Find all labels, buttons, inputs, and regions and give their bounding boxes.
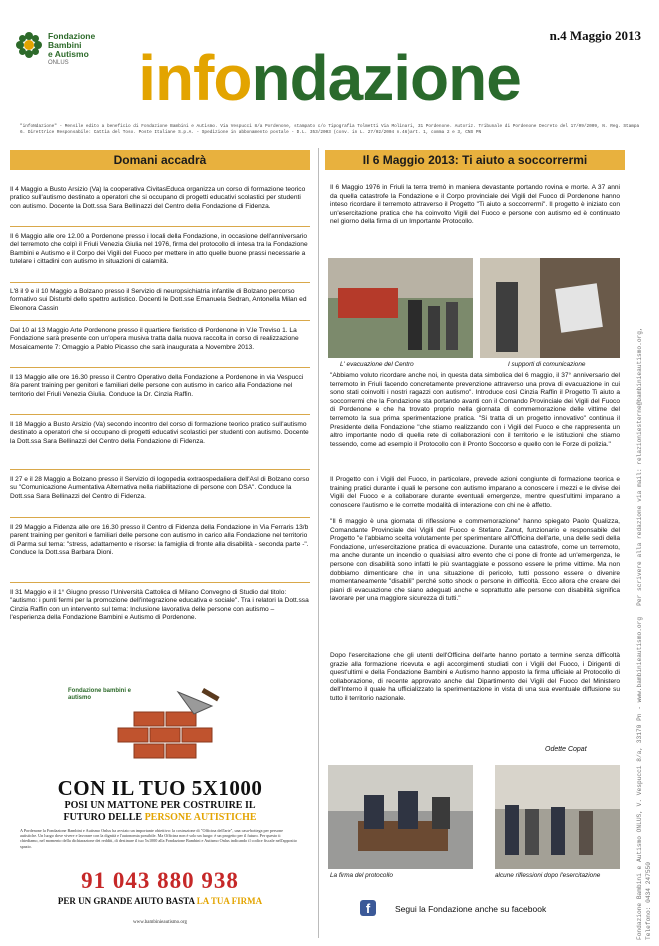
donation-advert [10,680,310,938]
advert-sub-c: PERSONE AUTISTICHE [144,812,257,823]
event-item: Il 31 Maggio e il 1° Giugno presso l'Università Cattolica di Milano Convegno di Studio dal titolo: "autismo: i punti fermi per la promozione dell'integrazione educativa e sociale". Tra i relatori la Dott.ssa Cinzia Raffin con un intervento sul tema: Inclusione lavorativa delle persone con autismo – l'esperienza della Fondazione Bambini e Autismo di Pordenone. [10,589,309,622]
caption-communication: I supporti di comunicazione [508,361,586,368]
event-item: Il 29 Maggio a Fidenza alle ore 16.30 presso il Centro di Fidenza della Fondazione in Via Ferraris 13/b parent training per genitori e familiari delle persone con autismo in carico alla Fondazione nel territorio di Parma sul tema: "stress, adattamento e risorse: la famiglia di fronte alla disabilità - seconda parte -". Conduce la Dott.ssa Barbara Dioni. [10,524,309,557]
logo-line: Fondazione [48,31,96,41]
left-column-heading: Domani accadrà [10,150,310,170]
event-separator [10,320,310,321]
logo-onlus: ONLUS [48,60,69,66]
advert-logo: Fondazione bambini e autismo [68,688,132,701]
event-separator [10,226,310,227]
side-contact-strip [636,150,656,940]
event-item: Il 13 Maggio alle ore 16.30 presso il Centro Operativo della Fondazione a Pordenone in via Vespucci 8/a parent training per genitori e familiari delle persone con autismo in carico alla Fondazione nel territorio del Friuli Venezia Giulia. Conduce la Dr. Cinzia Raffin. [10,374,304,398]
caption-evacuation: L' evacuazione del Centro [340,361,414,368]
caption-reflections: alcune riflessioni dopo l'esercitazione [495,872,601,879]
facebook-icon[interactable]: f [360,900,376,916]
event-item: Il 4 Maggio a Busto Arsizio (Va) la cooperativa CivitasEduca organizza un corso di formazione teorico pratico sull'autismo destinato a operatori che si occupano di progetti educativi scolastici per studenti con autismo. Docente la Dott.ssa Sara Bellinazzi del Centro della Fondazione di Fidenza. [10,186,306,210]
side-contact-line [636,150,643,940]
event-separator [10,469,310,470]
advert-sub-b: FUTURO DELLE [63,812,145,823]
advert-url: www.bambinieautismo.org [132,920,188,925]
side-phone-line: Telefono: 0434 247550 [645,862,652,940]
advert-sub-a: POSI UN MATTONE PER COSTRUIRE IL [64,800,256,811]
masthead-title [0,42,659,114]
event-item: Il 27 e il 28 Maggio a Bolzano presso il Servizio di logopedia extraospedaliera dell'Asl di Bolzano corso su "Comunicazione Aumentativa Alternativa nella riabilitazione di persone con DSA". Conduce la Dott.ssa Sara Bellinazzi del Centro di Fidenza. [10,476,310,500]
article-paragraph: Dopo l'esercitazione che gli utenti dell'Officina dell'arte hanno portato a termine senza difficoltà grazie alla formazione ricevuta e agli accorgimenti studiati con i Vigili del Fuoco, i Dirigenti di quest'ultimi e della Fondazione Bambini e Autismo hanno apposto la firma ufficiale al Protocollo di collaborazione, di recente approvato anche dal Dipartimento dei Vigili del Fuoco del Ministero dell'Interno il quale ha ufficializzato la sperimentazione in vista di una sua eventuale diffusione su tutto il territorio nazionale. [330,652,620,702]
article-signature: Odette Copat [545,746,587,753]
advert-body: A Pordenone la Fondazione Bambini e Autismo Onlus ha avviato un importante obiettivo: la costruzione di "Officina dell'arte", una casa-bottega per persone autistiche. Un luogo dove vivere e lavorare con la dignità e l'autonomia possibile. Ma Officina non è solo un luogo: è un progetto per il futuro. Per questo ti chiediamo, nel momento della dichiarazione dei redditi, di destinare il tuo 5x1000 alla Fondazione Bambini e Autismo Onlus indicando il codice fiscale nell'apposito spazio. [20,828,297,849]
side-email: Per scrivere alla redazione via mail: relazioniesterne@bambinieautismo.org, [636,327,643,606]
article-intro: Il 6 Maggio 1976 in Friuli la terra tremò in maniera devastante portando rovina e morte. A 37 anni da quella catastrofe la Fondazione e il Corpo provinciale dei Vigili del Fuoco di Pordenone hanno inteso ricordare il terremoto attraverso il Progetto "Ti aiuto a soccorrermi". Il progetto è iniziato con un'esercitazione pratica che ha coinvolto Vigili del Fuoco e persone con autismo ed è continuato nel giorno della firma di un Importante Protocollo. [330,184,620,226]
event-separator [10,582,310,583]
bricks-trowel-icon [108,688,228,760]
event-item: L'8 il 9 e il 10 Maggio a Bolzano presso il Servizio di neuropsichiatria infantile di Bolzano percorso formativo sui Disturbi dello spettro autistico. Docenti le Dott.sse Emanuela Sedran, Antonella Milan ed Eleonora Cassin [10,288,307,312]
masthead-part-info: info [138,42,252,114]
advert-tag-b: LA TUA FIRMA [196,896,263,906]
right-column-heading: Il 6 Maggio 2013: Ti aiuto a soccorrermi [325,150,625,170]
masthead-part-ndazione: ndazione [251,42,521,114]
advert-headline: CON IL TUO 5X1000 [57,776,263,800]
logo-line: Bambini [48,40,82,50]
article-paragraph: Il Progetto con i Vigili del Fuoco, in particolare, prevede azioni congiunte di formazione teorica e training pratici durante i quali le persone con autismo imparano a conoscere i mezzi e le divise dei Vigili del Fuoco e a collaborare durante eventuali emergenze, mentre quest'ultimi imparano a conoscere l'autismo e le corrette modalità di interazione con chi ne è affetto. [330,476,620,509]
photo-reflections [495,765,620,869]
imprint-text: "infoNdazione" - Mensile edito a beneficio di Fondazione Bambini e Autismo. Via Vespucci 8/a Pordenone, stampato c/o Tipografia Tolmetti Via Molinari, 31 Pordenone. Autoriz. Tribunale di Pordenone Decreto del 17/09/2009, N. Reg. Stampa 6. Direttrice Responsabile: Cattia del Toso. Poste Italiane S.p.A. - Spedizione in abbonamento postale - D.L. 353/2003 (conv. in L. 27/02/2004 n.46)art. 1, comma 2 e 3, CNS PN [20,124,640,135]
photo-protocol-signing [328,765,473,869]
event-separator [10,414,310,415]
column-divider [318,148,319,938]
article-paragraph: "Il 6 maggio è una giornata di riflessione e commemorazione" hanno spiegato Paolo Qualizza, Comandante Provinciale dei Vigili del Fuoco e Stefano Zanut, funzionario e responsabile del Progetto "e l'abbiamo scelta volutamente per sperimentare all'Officina dell'arte, una delle sedi della Fondazione, un'esercitazione pratica di evacuazione. Durante una catastrofe, come un terremoto, ma anche durante un incendio o qualsiasi altro evento che ci pone di fronte ad un'emergenza, le persone con disabilità sono infatti le più svantaggiate e possono essere le prime vittime. Ma non dobbiamo dimenticare che in una situazione di pericolo, tutti possono essere o divenire momentaneamente "disabili" perché sotto shock o persone in difficoltà. Ecco allora che creare dei piani di evacuazione che siano adeguati anche e soprattutto alle persone con disabilità significa lavorare per una maggiore sicurezza di tutti." [330,518,620,603]
advert-tagline [10,896,310,906]
advert-subheadline [10,800,310,824]
issue-number: n.4 Maggio 2013 [549,28,641,43]
logo-line: e Autismo [48,49,89,59]
tax-code-number: 91 043 880 938 [81,868,239,893]
event-separator [10,282,310,283]
event-item: Dal 10 al 13 Maggio Arte Pordenone presso il quartiere fieristico di Pordenone in V.le Treviso 1. La Fondazione sarà presente con un'opera musiva tratta dalla nuova raccolta in corso di realizzazione Mosaicamente 7: Omaggio a Pablo Picasso che sarà inaugurata a Novembre 2013. [10,327,299,351]
event-item: Il 6 Maggio alle ore 12.00 a Pordenone presso i locali della Fondazione, in occasione dell'anniversario del terremoto che colpì il Friuli Venezia Giulia nel 1976, firma del protocollo di intesa tra la Fondazione Bambini e Autismo e il Corpo dei Vigili del Fuoco per mettere in atto quelle buone prassi necessarie a tutelare i cittadini con autismo in situazioni di calamità. [10,233,308,266]
facebook-follow-text: Segui la Fondazione anche su facebook [395,904,547,914]
event-separator [10,517,310,518]
photo-evacuation [328,258,473,358]
caption-protocol: La firma del protocollo [330,872,393,879]
side-address: Fondazione Bambini e Autismo ONLUS, V. Vespucci 8/a, 33170 Pn - www.bambinieautismo.org [636,616,643,940]
event-separator [10,367,310,368]
event-item: Il 18 Maggio a Busto Arsizio (Va) secondo incontro del corso di formazione teorico pratico sull'autismo destinato a operatori che si occupano di progetti educativi scolastici per studenti con autismo. Docente la Dott.ssa Sara Bellinazzi del Centro della Fondazione di Fidenza. [10,421,309,445]
article-paragraph: "Abbiamo voluto ricordare anche noi, in questa data simbolica del 6 maggio, il 37° anniversario del terremoto in Friuli facendo concretamente prevenzione attraverso una prova di evacuazione in cui sono stati coinvolti i nostri ragazzi con autismo". Introduce così Cinzia Raffin il Progetto Ti aiuto a soccorrermi che la Fondazione sta portando avanti con il Comando Provinciale dei Vigili del Fuoco di Pordenone e che ha trovato proprio nella giornata di commemorazione delle vittime del terremoto la sua prima sperimentazione pratica. "Si tratta di un progetto innovativo" continua il Presidente della Fondazione "che stiamo realizzando con i Vigili del Fuoco e che rappresenta un altro importante nodo di quella rete di collaborazioni con il territorio e le istituzioni che stiamo tessendo, come ad esempio il Protocollo con il Pronto Soccorso e quello con le Forze di polizia." [330,372,620,448]
photo-communication-supports [480,258,620,358]
advert-tag-a: PER UN GRANDE AIUTO BASTA [57,896,197,906]
